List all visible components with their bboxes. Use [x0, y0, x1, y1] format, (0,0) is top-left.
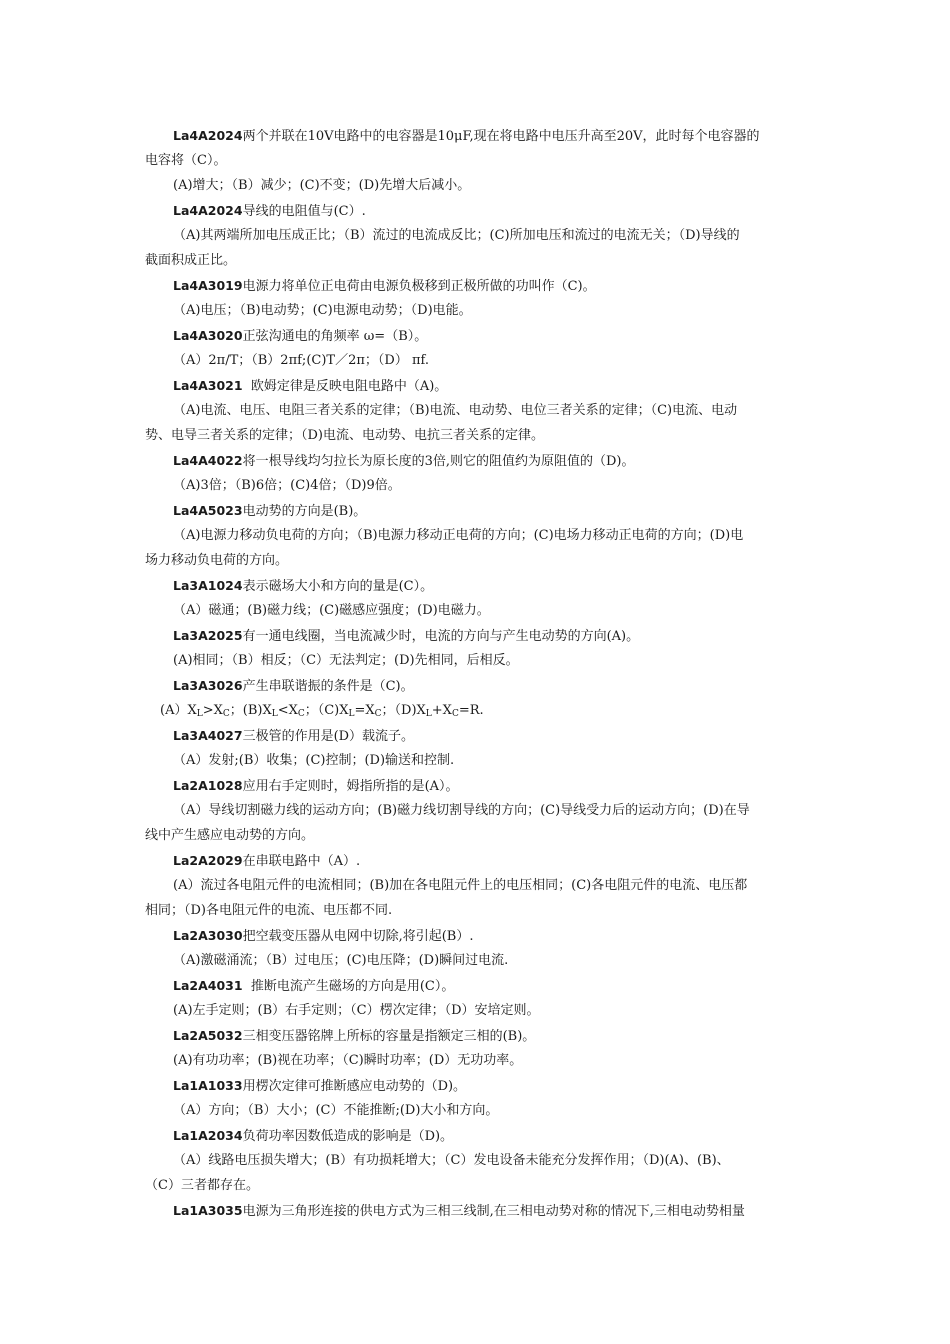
question-options: (A)相同；（B）相反；（C）无法判定；(D)先相同，后相反。: [173, 653, 519, 668]
question-code: La3A3026: [173, 678, 243, 693]
question-stem: [173, 1127, 453, 1146]
question-stem-continued: 电容将（C）。: [145, 153, 227, 168]
question-code: La3A4027: [173, 728, 243, 743]
question-text: 用楞次定律可推断感应电动势的（D)。: [242, 1079, 467, 1094]
question-options: (A)增大；（B）减少；(C)不变；(D)先增大后减小。: [173, 178, 471, 193]
question-text: 负荷功率因数低造成的影响是（D)。: [242, 1129, 454, 1144]
question-code: La2A5032: [173, 1028, 243, 1043]
question-stem: [173, 977, 454, 996]
question-code: La2A1028: [173, 778, 243, 793]
question-code: La4A3019: [173, 278, 243, 293]
question-options: （A）发射;(B）收集；(C)控制；(D)输送和控制.: [173, 753, 455, 768]
question-code: La3A2025: [173, 628, 243, 643]
question-stem: [173, 627, 639, 646]
question-options: （A)电源力移动负电荷的方向；（B)电源力移动正电荷的方向；(C)电场力移动正电荷的方向；(D)电: [173, 528, 744, 543]
question-options-continued: 线中产生感应电动势的方向。: [145, 828, 315, 843]
question-options: （A）2π/T；（B）2πf;(C)T／2π；（D） πf.: [173, 353, 429, 368]
question-options: （A）磁通；(B)磁力线；(C)磁感应强度；(D)电磁力。: [173, 603, 490, 618]
question-options: （A)其两端所加电压成正比；（B）流过的电流成反比；(C)所加电压和流过的电流无关；（D)导线的: [173, 228, 740, 243]
question-stem: [173, 927, 473, 946]
question-options: （A）导线切割磁力线的运动方向；(B)磁力线切割导线的方向；(C)导线受力后的运动方向；(D)在导: [173, 803, 750, 818]
question-options-continued: 相同；（D)各电阻元件的电流、电压都不同.: [145, 903, 393, 918]
question-text: 三相变压器铭牌上所标的容量是指额定三相的(B)。: [242, 1029, 536, 1044]
question-options: (A)有功功率；(B)视在功率；（C)瞬时功率；(D）无功功率。: [173, 1053, 523, 1068]
question-code: La4A3020: [173, 328, 243, 343]
question-code: La4A5023: [173, 503, 243, 518]
question-code: La4A3021: [173, 378, 243, 393]
question-text: 欧姆定律是反映电阻电路中（A)。: [242, 379, 448, 394]
question-code: La2A3030: [173, 928, 243, 943]
question-code: La4A2024: [173, 203, 243, 218]
question-stem: [173, 1027, 535, 1046]
question-code: La2A4031: [173, 978, 243, 993]
question-text: 电动势的方向是(B)。: [242, 504, 367, 519]
question-text: 应用右手定则时，姆指所指的是(A）。: [242, 779, 459, 794]
question-text: 在串联电路中（A）.: [242, 854, 361, 869]
question-code: La2A2029: [173, 853, 243, 868]
question-code: La4A2024: [173, 128, 243, 143]
question-text: 正弦沟通电的角频率 ω=（B）。: [242, 329, 428, 344]
question-stem: [173, 727, 414, 746]
question-stem: [173, 377, 447, 396]
question-stem: [173, 1077, 466, 1096]
question-stem: [173, 577, 433, 596]
question-stem: [173, 852, 360, 871]
question-text: 三极管的作用是(D）载流子。: [242, 729, 415, 744]
question-options: （A）线路电压损失增大；(B）有功损耗增大；（C）发电设备未能充分发挥作用；（D)(A)、(B)、: [173, 1153, 730, 1168]
question-options: (A)左手定则；(B）右手定则；（C）楞次定律；（D）安培定则。: [173, 1003, 540, 1018]
question-code: La1A3035: [173, 1203, 243, 1218]
question-options: （A)3倍；（B)6倍；(C)4倍；（D)9倍。: [173, 478, 401, 493]
question-text: 有一通电线圈，当电流减少时，电流的方向与产生电动势的方向(A)。: [242, 629, 640, 644]
question-options-continued: 势、电导三者关系的定律；（D)电流、电动势、电抗三者关系的定律。: [145, 428, 544, 443]
question-options: （A)激磁涌流；（B）过电压；(C)电压降；(D)瞬间过电流.: [173, 953, 509, 968]
question-text: 产生串联谐振的条件是（C)。: [242, 679, 414, 694]
question-options: （A)电流、电压、电阻三者关系的定律；（B)电流、电动势、电位三者关系的定律；（C)电流、电动: [173, 403, 738, 418]
question-options: （A）方向；（B）大小；(C）不能推断;(D)大小和方向。: [173, 1103, 499, 1118]
question-code: La4A4022: [173, 453, 243, 468]
question-text: 两个并联在10V电路中的电容器是10μF,现在将电路中电压升高至20V，此时每个电容器的: [242, 129, 760, 144]
question-options-with-subscripts: $(A)X_L>X_C$；$(B)X_L<X_C$；$(C)X_L=X_C$；$(D)X_L+X_C=R$.: [160, 703, 484, 719]
question-stem: [173, 127, 760, 146]
question-text: 将一根导线均匀拉长为原长度的3倍,则它的阻值约为原阻值的（D)。: [242, 454, 635, 469]
question-options: (A）流过各电阻元件的电流相同；(B)加在各电阻元件上的电压相同；(C)各电阻元件的电流、电压都: [173, 878, 748, 893]
question-options-continued: 场力移动负电荷的方向。: [145, 553, 289, 568]
question-code: La3A1024: [173, 578, 243, 593]
question-text: 电源为三角形连接的供电方式为三相三线制,在三相电动势对称的情况下,三相电动势相量: [242, 1204, 745, 1219]
question-text: 导线的电阻值与(C）.: [242, 204, 366, 219]
question-stem: [173, 452, 634, 471]
question-stem: [173, 327, 427, 346]
question-stem: [173, 202, 366, 221]
question-text: 推断电流产生磁场的方向是用(C）。: [242, 979, 455, 994]
question-stem: [173, 677, 414, 696]
question-options-continued: （C）三者都存在。: [145, 1178, 259, 1193]
question-text: 表示磁场大小和方向的量是(C）。: [242, 579, 434, 594]
question-stem: [173, 1202, 745, 1221]
question-stem: [173, 277, 596, 296]
question-stem: [173, 777, 459, 796]
question-text: 把空载变压器从电网中切除,将引起(B）.: [242, 929, 474, 944]
question-code: La1A1033: [173, 1078, 243, 1093]
question-stem: [173, 502, 366, 521]
question-options: （A)电压；（B)电动势；(C)电源电动势；（D)电能。: [173, 303, 472, 318]
question-code: La1A2034: [173, 1128, 243, 1143]
question-text: 电源力将单位正电荷由电源负极移到正极所做的功叫作（C)。: [242, 279, 596, 294]
question-options-continued: 截面积成正比。: [145, 253, 237, 268]
